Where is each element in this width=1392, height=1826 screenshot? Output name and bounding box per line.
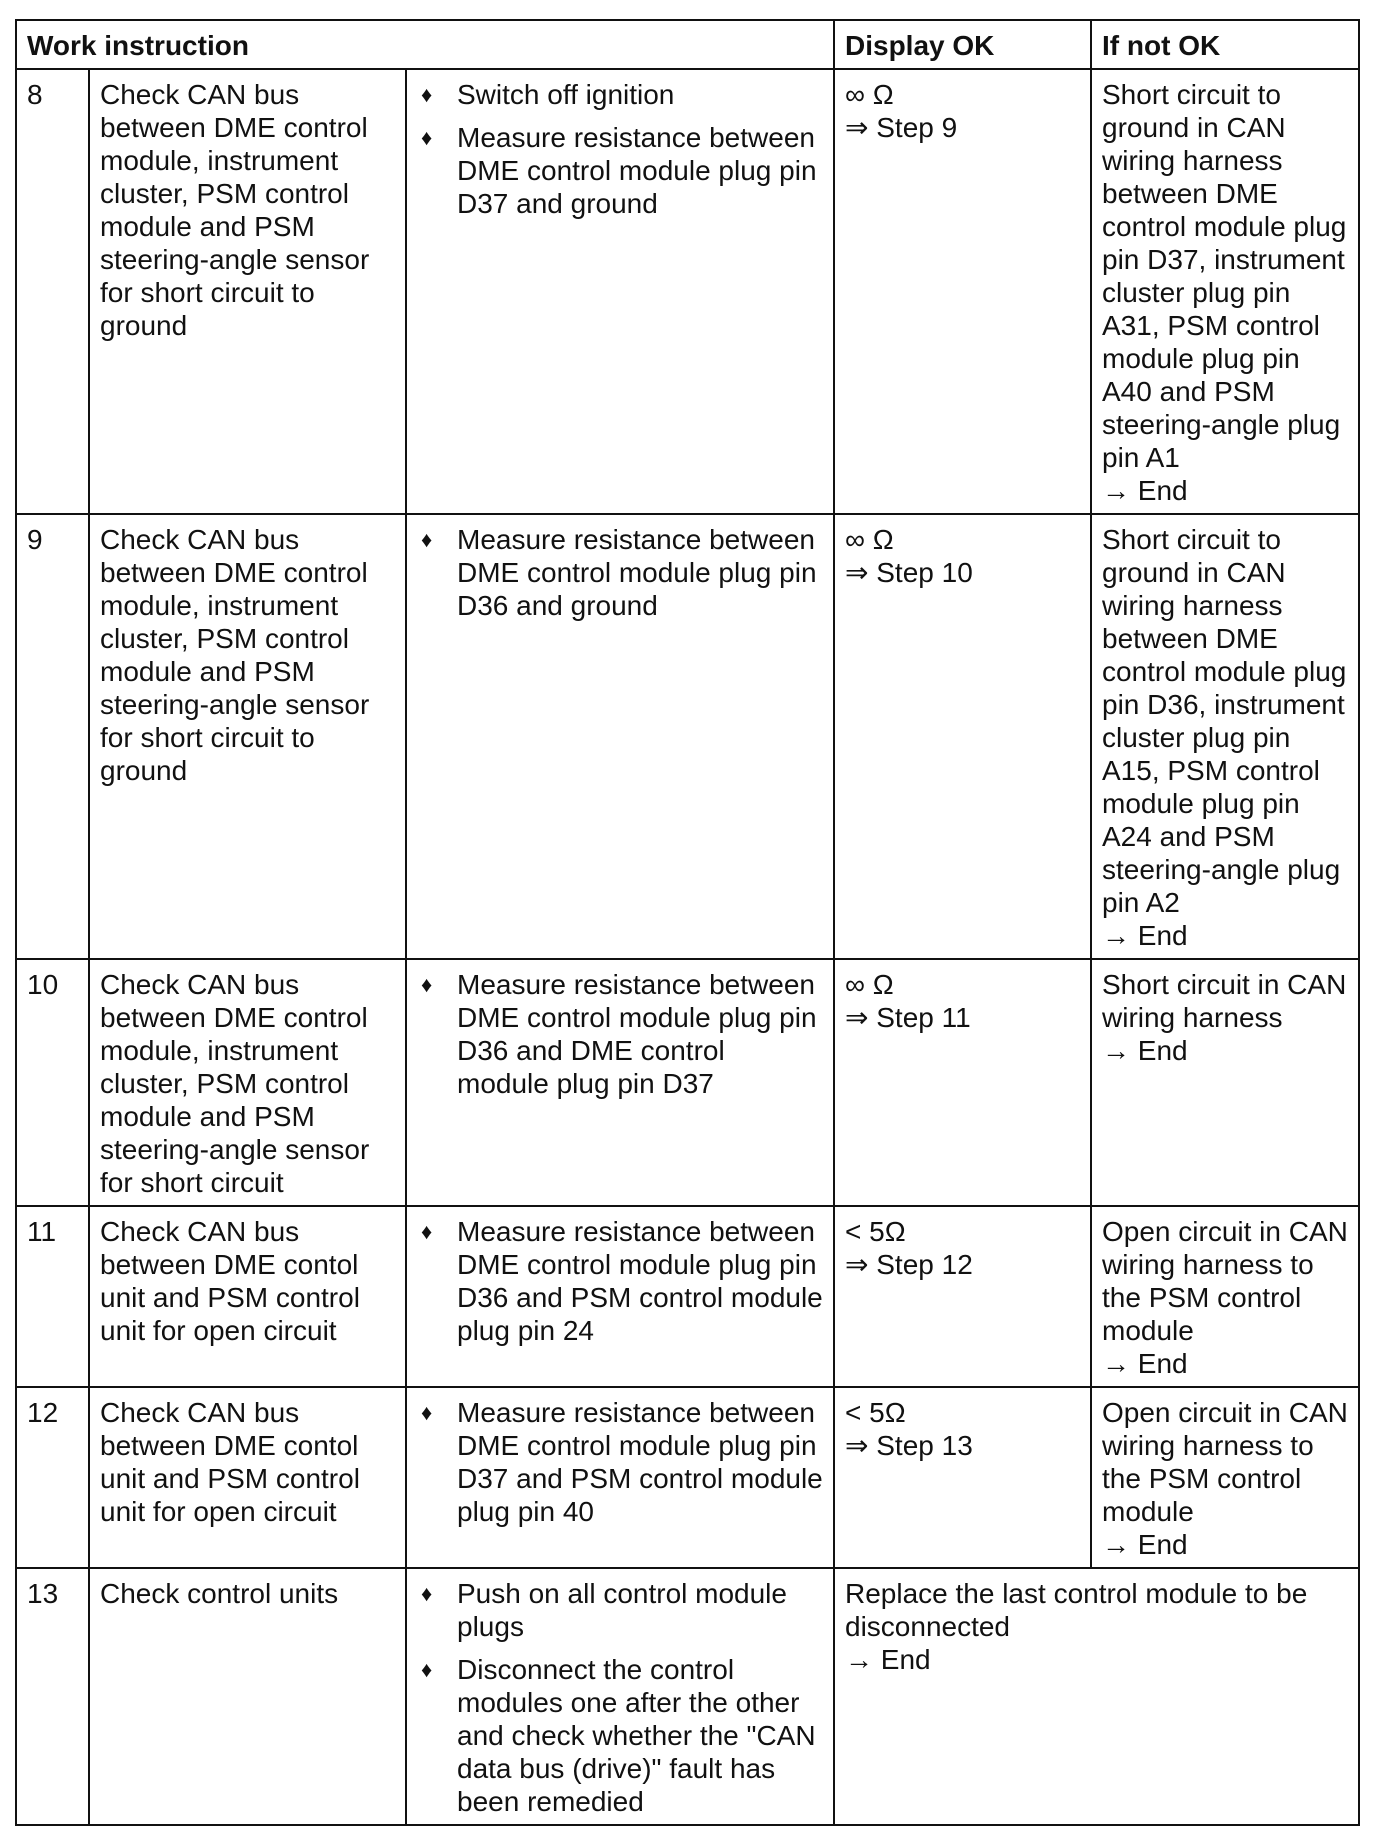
step-number: 10 [16,959,89,1206]
measure-cell [406,1568,834,1825]
bullet-icon: ♦ [421,82,433,107]
measure-item [417,1215,823,1347]
measure-list [417,968,823,1100]
table-header-row [16,20,1359,69]
table-row [16,1206,1359,1387]
measure-item [417,523,823,622]
if-not-ok-cell: Short circuit in CAN wiring harness → End [1091,959,1359,1206]
measure-cell [406,1206,834,1387]
measure-text: Measure resistance between DME control module plug pin D37 and PSM control module plug pin 40 [457,1397,823,1527]
header-if-not-ok: If not OK [1091,20,1359,69]
table-row [16,514,1359,959]
measure-text: Disconnect the control modules one after the other and check whether the "CAN data bus (drive)" fault has been remedied [457,1654,816,1817]
display-ok-cell: ∞ Ω ⇒ Step 10 [834,514,1091,959]
measure-item [417,1396,823,1528]
bullet-icon: ♦ [421,972,433,997]
check-description: Check control units [89,1568,406,1825]
display-ok-cell: ∞ Ω ⇒ Step 9 [834,69,1091,514]
step-number: 9 [16,514,89,959]
table-row [16,1568,1359,1825]
bullet-icon: ♦ [421,1219,433,1244]
measure-cell [406,1387,834,1568]
measure-text: Switch off ignition [457,79,675,110]
step-number: 11 [16,1206,89,1387]
measure-cell [406,514,834,959]
if-not-ok-cell: Short circuit to ground in CAN wiring harness between DME control module plug pin D37, instrument cluster plug pin A31, PSM control module plug pin A40 and PSM steering-angle plug pin A1 → End [1091,69,1359,514]
measure-text: Measure resistance between DME control module plug pin D36 and PSM control module plug pin 24 [457,1216,823,1346]
table-body [16,69,1359,1825]
step-number: 13 [16,1568,89,1825]
measure-list [417,1215,823,1347]
if-not-ok-cell: Short circuit to ground in CAN wiring harness between DME control module plug pin D36, instrument cluster plug pin A15, PSM control module plug pin A24 and PSM steering-angle plug pin A2 → End [1091,514,1359,959]
measure-list [417,78,823,220]
measure-item [417,121,823,220]
step-number: 12 [16,1387,89,1568]
measure-cell [406,69,834,514]
bullet-icon: ♦ [421,1400,433,1425]
measure-list [417,523,823,622]
work-instruction-table [15,19,1360,1826]
measure-text: Push on all control module plugs [457,1578,787,1642]
if-not-ok-cell: Open circuit in CAN wiring harness to the PSM control module → End [1091,1206,1359,1387]
display-ok-cell: ∞ Ω ⇒ Step 11 [834,959,1091,1206]
table-row [16,959,1359,1206]
bullet-icon: ♦ [421,1581,433,1606]
display-ok-cell: < 5Ω ⇒ Step 13 [834,1387,1091,1568]
step-number: 8 [16,69,89,514]
measure-item [417,1577,823,1643]
bullet-icon: ♦ [421,1657,433,1682]
measure-item [417,968,823,1100]
table-row [16,1387,1359,1568]
measure-list [417,1577,823,1818]
check-description: Check CAN bus between DME control module, instrument cluster, PSM control module and PSM steering-angle sensor for short circuit to ground [89,514,406,959]
measure-item [417,78,823,111]
bullet-icon: ♦ [421,527,433,552]
display-ok-cell: < 5Ω ⇒ Step 12 [834,1206,1091,1387]
header-work-instruction: Work instruction [16,20,834,69]
check-description: Check CAN bus between DME contol unit and PSM control unit for open circuit [89,1206,406,1387]
check-description: Check CAN bus between DME control module, instrument cluster, PSM control module and PSM steering-angle sensor for short circuit to ground [89,69,406,514]
measure-list [417,1396,823,1528]
measure-text: Measure resistance between DME control module plug pin D36 and ground [457,524,817,621]
header-display-ok: Display OK [834,20,1091,69]
bullet-icon: ♦ [421,125,433,150]
measure-text: Measure resistance between DME control module plug pin D37 and ground [457,122,817,219]
check-description: Check CAN bus between DME contol unit and PSM control unit for open circuit [89,1387,406,1568]
if-not-ok-cell: Open circuit in CAN wiring harness to the PSM control module → End [1091,1387,1359,1568]
measure-item [417,1653,823,1818]
table-row [16,69,1359,514]
check-description: Check CAN bus between DME control module, instrument cluster, PSM control module and PSM steering-angle sensor for short circuit [89,959,406,1206]
result-cell: Replace the last control module to be disconnected → End [834,1568,1359,1825]
measure-text: Measure resistance between DME control module plug pin D36 and DME control module plug pin D37 [457,969,817,1099]
measure-cell [406,959,834,1206]
